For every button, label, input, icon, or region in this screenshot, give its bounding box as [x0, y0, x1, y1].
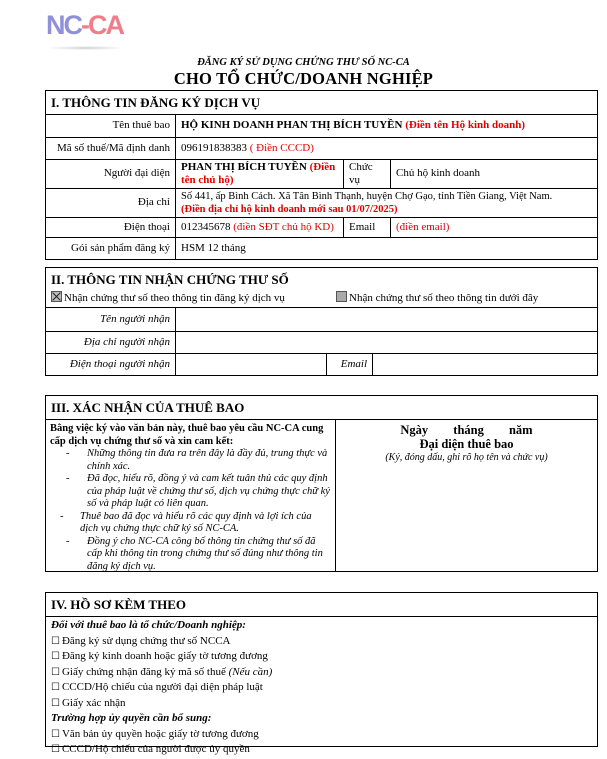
- recipient-phone-label: Điện thoại người nhận: [46, 353, 176, 375]
- subscriber-label: Tên thuê bao: [46, 115, 176, 137]
- option-below-info-label: Nhận chứng thư số theo thông tin dưới đây: [349, 292, 539, 304]
- checkbox-unchecked-icon[interactable]: [336, 291, 347, 302]
- document-subtitle: ĐĂNG KÝ SỬ DỤNG CHỨNG THƯ SỐ NC-CA: [197, 57, 410, 68]
- table-row: [46, 217, 597, 237]
- address-note: (Điền địa chỉ hộ kinh doanh mới sau 01/07/2025): [181, 203, 398, 215]
- ncca-logo: [46, 10, 126, 48]
- attachment-item[interactable]: [51, 665, 592, 681]
- recipient-name-field[interactable]: [176, 308, 598, 331]
- recipient-table: [46, 308, 597, 375]
- package-value[interactable]: HSM 12 tháng: [176, 237, 598, 259]
- checkbox-icon[interactable]: ☐: [51, 728, 60, 740]
- logo-text-ca: -CA: [81, 10, 123, 40]
- attachment-note: (Nếu cần): [228, 665, 273, 678]
- attachment-item[interactable]: [51, 727, 592, 743]
- commitment-item: - Những thông tin đưa ra trên đây là đầy đủ, trung thực và chính xác.: [50, 448, 331, 473]
- attachment-label: CCCD/Hộ chiếu của người được ủy quyền: [61, 743, 250, 755]
- checkbox-checked-icon[interactable]: [51, 291, 62, 302]
- representative-note: (Điền tên chủ hộ): [181, 160, 336, 186]
- section-3-heading: III. XÁC NHẬN CỦA THUÊ BAO: [46, 396, 597, 420]
- section-certificate-delivery: [45, 267, 598, 376]
- table-row: [46, 188, 597, 217]
- attachment-item[interactable]: [51, 649, 592, 665]
- checkbox-icon[interactable]: ☐: [51, 651, 60, 662]
- attachment-item[interactable]: [51, 696, 592, 712]
- recipient-address-label: Địa chỉ người nhận: [46, 331, 176, 353]
- attachment-label: Văn bản ủy quyền hoặc giấy tờ tương đương: [61, 727, 259, 740]
- signature-note: (Ký, đóng dấu, ghi rõ họ tên và chức vụ): [385, 452, 548, 463]
- checkbox-icon[interactable]: ☐: [51, 682, 60, 693]
- attachment-label: Đăng ký sử dụng chứng thư số NCCA: [61, 634, 231, 647]
- attachment-item[interactable]: [51, 680, 592, 696]
- section-service-info: [45, 90, 598, 260]
- tax-id-value[interactable]: 096191838383: [181, 141, 247, 154]
- option-below-info[interactable]: [336, 290, 538, 307]
- recipient-email-label: Email: [327, 353, 373, 375]
- table-row: [46, 159, 597, 188]
- subscriber-value[interactable]: HỘ KINH DOANH PHAN THỊ BÍCH TUYỀN: [181, 119, 403, 132]
- checkbox-icon[interactable]: ☐: [51, 635, 60, 647]
- delivery-options: [46, 290, 597, 308]
- attachment-label: Giấy chứng nhận đăng ký mã số thuế: [61, 665, 226, 678]
- table-row: [46, 137, 597, 159]
- attachment-item[interactable]: [51, 634, 592, 650]
- recipient-phone-field[interactable]: [176, 353, 327, 375]
- attachment-label: CCCD/Hộ chiếu của người đại diện pháp luật: [61, 681, 263, 693]
- signature-area[interactable]: [336, 420, 597, 571]
- option-registered-info[interactable]: [51, 292, 285, 304]
- commitment-item: - Đã đọc, hiểu rõ, đồng ý và cam kết tuân thủ các quy định của pháp luật về chứng thư số, dịch vụ chứng thực chữ ký số và pháp luật có liên quan.: [50, 473, 331, 511]
- auth-attachments-title: Trường hợp ủy quyền cần bổ sung:: [51, 712, 212, 724]
- phone-label: Điện thoại: [46, 217, 176, 237]
- section-attachments: [45, 592, 598, 755]
- option-registered-info-label: Nhận chứng thư số theo thông tin đăng ký dịch vụ: [64, 292, 285, 304]
- signature-date: Ngày tháng năm: [400, 423, 533, 437]
- email-label: Email: [344, 217, 391, 237]
- recipient-email-field[interactable]: [373, 353, 598, 375]
- recipient-name-label: Tên người nhận: [46, 308, 176, 331]
- table-row: [46, 115, 597, 137]
- checkbox-icon[interactable]: ☐: [51, 666, 60, 678]
- phone-note: (điền SĐT chủ hộ KD): [233, 220, 334, 233]
- representative-label: Người đại diện: [46, 159, 176, 188]
- representative-value[interactable]: PHAN THỊ BÍCH TUYỀN: [181, 160, 307, 173]
- document-title: CHO TỔ CHỨC/DOANH NGHIỆP: [173, 69, 434, 88]
- section-4-heading: IV. HỒ SƠ KÈM THEO: [46, 593, 597, 617]
- email-note[interactable]: (điền email): [391, 217, 598, 237]
- commitment-item: - Thuê bao đã đọc và hiểu rõ các quy định và lợi ích của dịch vụ chứng thực chữ ký số NC-CA.: [50, 511, 331, 536]
- service-info-table: [46, 115, 597, 259]
- section-subscriber-confirmation: [45, 395, 598, 572]
- package-label: Gói sản phẩm đăng ký: [46, 237, 176, 259]
- tax-id-label: Mã số thuế/Mã định danh: [46, 137, 176, 159]
- attachment-label: Đăng ký kinh doanh hoặc giấy tờ tương đương: [61, 650, 268, 662]
- signer-role: Đại diện thuê bao: [419, 437, 514, 451]
- logo-shadow: [46, 46, 126, 50]
- recipient-address-field[interactable]: [176, 331, 598, 353]
- subscriber-note: (Điền tên Hộ kinh doanh): [405, 119, 526, 132]
- table-row: [46, 308, 597, 331]
- commitment-intro: Bằng việc ký vào văn bản này, thuê bao yêu cầu NC-CA cung cấp dịch vụ chứng thư số và xin cam kết:: [50, 423, 324, 447]
- commitment-item: - Đồng ý cho NC-CA công bố thông tin chứng thư số đã cấp khi thông tin trong chứng thư số đúng như thông tin đăng ký dịch vụ.: [50, 536, 331, 574]
- attachment-label: Giấy xác nhận: [61, 696, 126, 709]
- table-row: [46, 353, 597, 375]
- commitments: [46, 420, 336, 571]
- position-label: Chức vụ: [344, 159, 391, 188]
- address-value[interactable]: Số 441, ấp Bình Cách. Xã Tân Bình Thạnh, huyện Chợ Gạo, tỉnh Tiền Giang, Việt Nam.: [181, 190, 553, 202]
- checkbox-icon[interactable]: ☐: [51, 744, 60, 755]
- table-row: [46, 331, 597, 353]
- org-attachments-title: Đối với thuê bao là tổ chức/Doanh nghiệp:: [51, 619, 246, 631]
- position-value[interactable]: Chủ hộ kinh doanh: [391, 159, 598, 188]
- section-1-heading: I. THÔNG TIN ĐĂNG KÝ DỊCH VỤ: [46, 91, 597, 115]
- address-label: Địa chỉ: [46, 188, 176, 217]
- table-row: [46, 237, 597, 259]
- logo-text-nc: NC: [46, 10, 81, 40]
- checkbox-icon[interactable]: ☐: [51, 697, 60, 709]
- phone-value[interactable]: 012345678: [181, 220, 231, 233]
- tax-id-note: ( Điền CCCD): [249, 141, 314, 154]
- section-2-heading: II. THÔNG TIN NHẬN CHỨNG THƯ SỐ: [51, 272, 289, 287]
